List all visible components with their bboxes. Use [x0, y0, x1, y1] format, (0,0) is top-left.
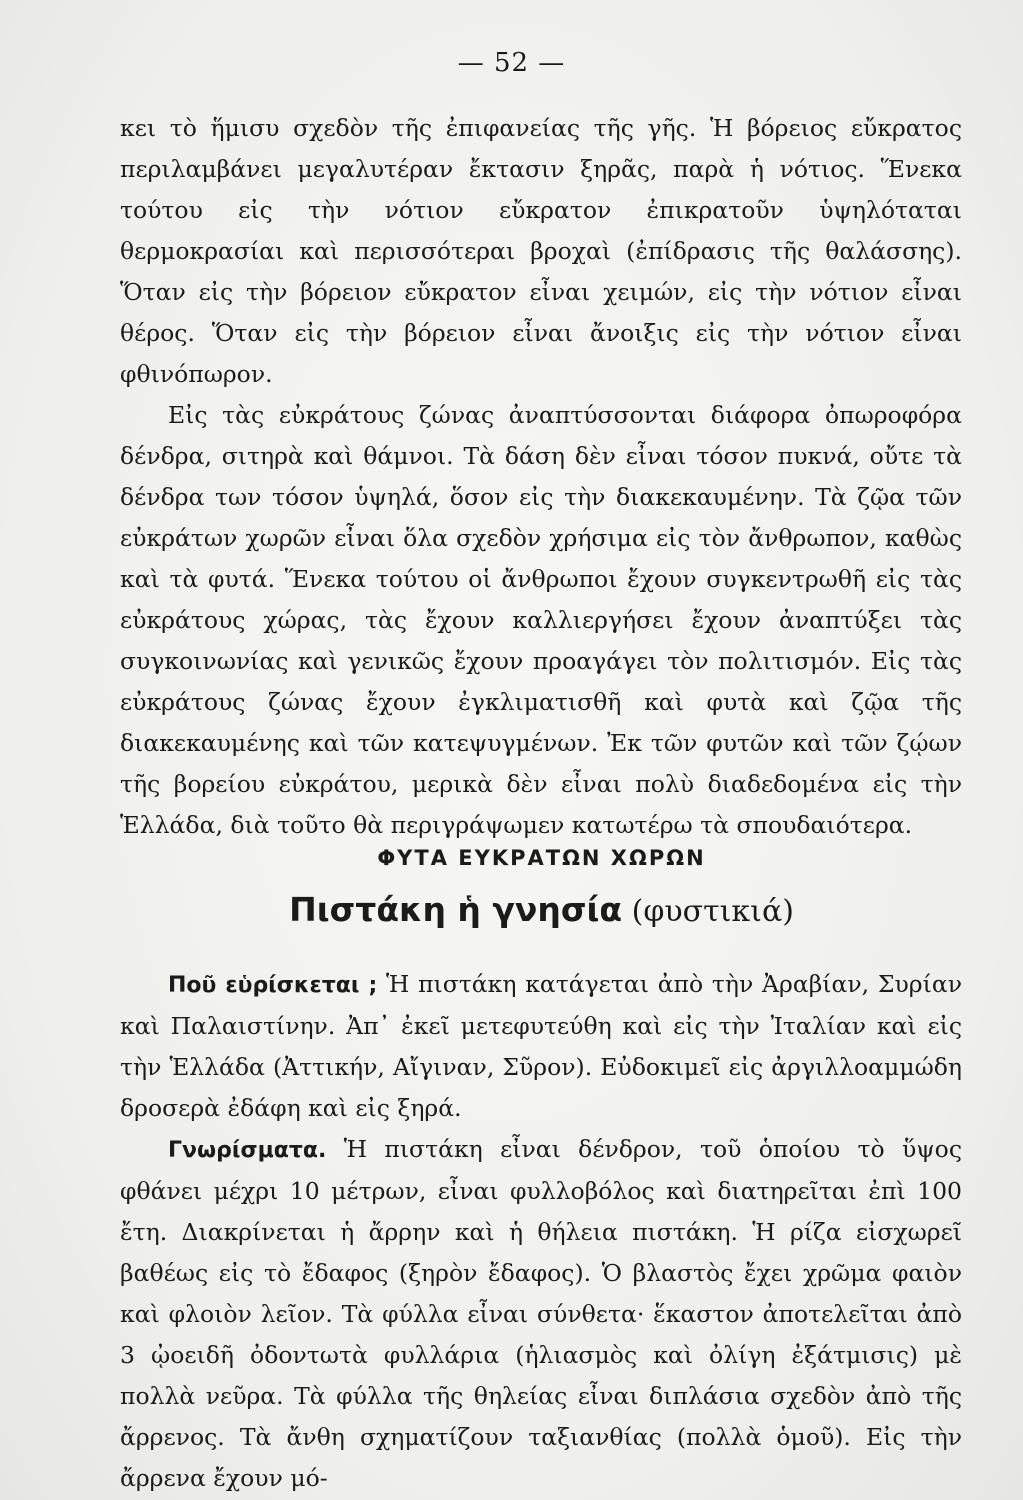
section-heading: ΦΥΤΑ ΕΥΚΡΑΤΩΝ ΧΩΡΩΝ — [377, 846, 706, 870]
page-number: — 52 — — [457, 48, 566, 78]
where-paragraph — [120, 964, 962, 1129]
plant-title-name: Πιστάκη ἡ γνησία — [289, 890, 623, 929]
body-text-plant — [120, 964, 962, 1499]
plant-title — [0, 890, 1023, 929]
continuation-paragraph: κει τὸ ἥμισυ σχεδὸν τῆς ἐπιφανείας τῆς γῆς. Ἡ βόρειος εὔκρατος περιλαμβάνει μεγαλυτέραν ἔκτασιν ξηρᾶς, παρὰ ἡ νότιος. Ἕνεκα τούτου εἰς τὴν νότιον εὔκρατον ἐπικρατοῦν ὑψηλόταται θερμοκρασίαι καὶ περισσότεραι βροχαὶ (ἐπίδρασις τῆς θαλάσσης). Ὅταν εἰς τὴν βόρειον εὔκρατον εἶναι χειμών, εἰς τὴν νότιον εἶναι θέρος. Ὅταν εἰς τὴν βόρειον εἶναι ἄνοιξις εἰς τὴν νότιον εἶναι φθινόπωρον. — [120, 114, 962, 388]
features-paragraph — [120, 1129, 962, 1499]
body-text-top — [120, 108, 962, 846]
features-label: Γνωρίσματα. — [168, 1138, 327, 1163]
where-label: Ποῦ εὑρίσκεται ; — [168, 973, 378, 998]
temperate-zones-paragraph: Εἰς τὰς εὐκράτους ζώνας ἀναπτύσσονται διάφορα ὀπωροφόρα δένδρα, σιτηρὰ καὶ θάμνοι. Τὰ δάση δὲν εἶναι τόσον πυκνά, οὔτε τὰ δένδρα των τόσον ὑψηλά, ὅσον εἰς τὴν διακεκαυμένην. Τὰ ζῷα τῶν εὐκράτων χωρῶν εἶναι ὅλα σχεδὸν χρήσιμα εἰς τὸν ἄνθρωπον, καθὼς καὶ τὰ φυτά. Ἕνεκα τούτου οἱ ἄνθρωποι ἔχουν συγκεντρωθῆ εἰς τὰς εὐκράτους χώρας, τὰς ἔχουν καλλιεργήσει ἔχουν ἀναπτύξει τὰς συγκοινωνίας καὶ γενικῶς ἔχουν προαγάγει τὸν πολιτισμόν. Εἰς τὰς εὐκράτους ζώνας ἔχουν ἐγκλιματισθῆ καὶ φυτὰ καὶ ζῷα τῆς διακεκαυμένης καὶ τῶν κατεψυγμένων. Ἐκ τῶν φυτῶν καὶ τῶν ζῴων τῆς βορείου εὐκράτου, μερικὰ δὲν εἶναι πολὺ διαδεδομένα εἰς τὴν Ἑλλάδα, διὰ τοῦτο θὰ περιγράψωμεν κατωτέρω τὰ σπουδαιότερα. — [120, 401, 962, 839]
plant-title-common-name: (φυστικιά) — [631, 894, 794, 929]
where-text: Ἡ πιστάκη κατάγεται ἀπὸ τὴν Ἀραβίαν, Συρίαν καὶ Παλαιστίνην. Ἀπ᾿ ἐκεῖ μετεφυτεύθη καὶ εἰς τὴν Ἰταλίαν καὶ εἰς τὴν Ἑλλάδα (Ἀττικήν, Αἴγιναν, Σῦρον). Εὐδοκιμεῖ εἰς ἀργιλλοαμμώδη δροσερὰ ἐδάφη καὶ εἰς ξηρά. — [120, 970, 962, 1122]
features-text: Ἡ πιστάκη εἶναι δένδρον, τοῦ ὁποίου τὸ ὕψος φθάνει μέχρι 10 μέτρων, εἶναι φυλλοβόλος καὶ διατηρεῖται ἐπὶ 100 ἔτη. Διακρίνεται ἡ ἄρρην καὶ ἡ θήλεια πιστάκη. Ἡ ρίζα εἰσχωρεῖ βαθέως εἰς τὸ ἔδαφος (ξηρὸν ἔδαφος). Ὁ βλαστὸς ἔχει χρῶμα φαιὸν καὶ φλοιὸν λεῖον. Τὰ φύλλα εἶναι σύνθετα· ἕκαστον ἀποτελεῖται ἀπὸ 3 ᾠοειδῆ ὀδοντωτὰ φυλλάρια (ἡλιασμὸς καὶ ὀλίγη ἐξάτμισις) μὲ πολλὰ νεῦρα. Τὰ φύλλα τῆς θηλείας εἶναι διπλάσια σχεδὸν ἀπὸ τῆς ἄρρενος. Τὰ ἄνθη σχηματίζουν ταξιανθίας (πολλὰ ὁμοῦ). Εἰς τὴν ἄρρενα ἔχουν μό- — [120, 1135, 962, 1492]
